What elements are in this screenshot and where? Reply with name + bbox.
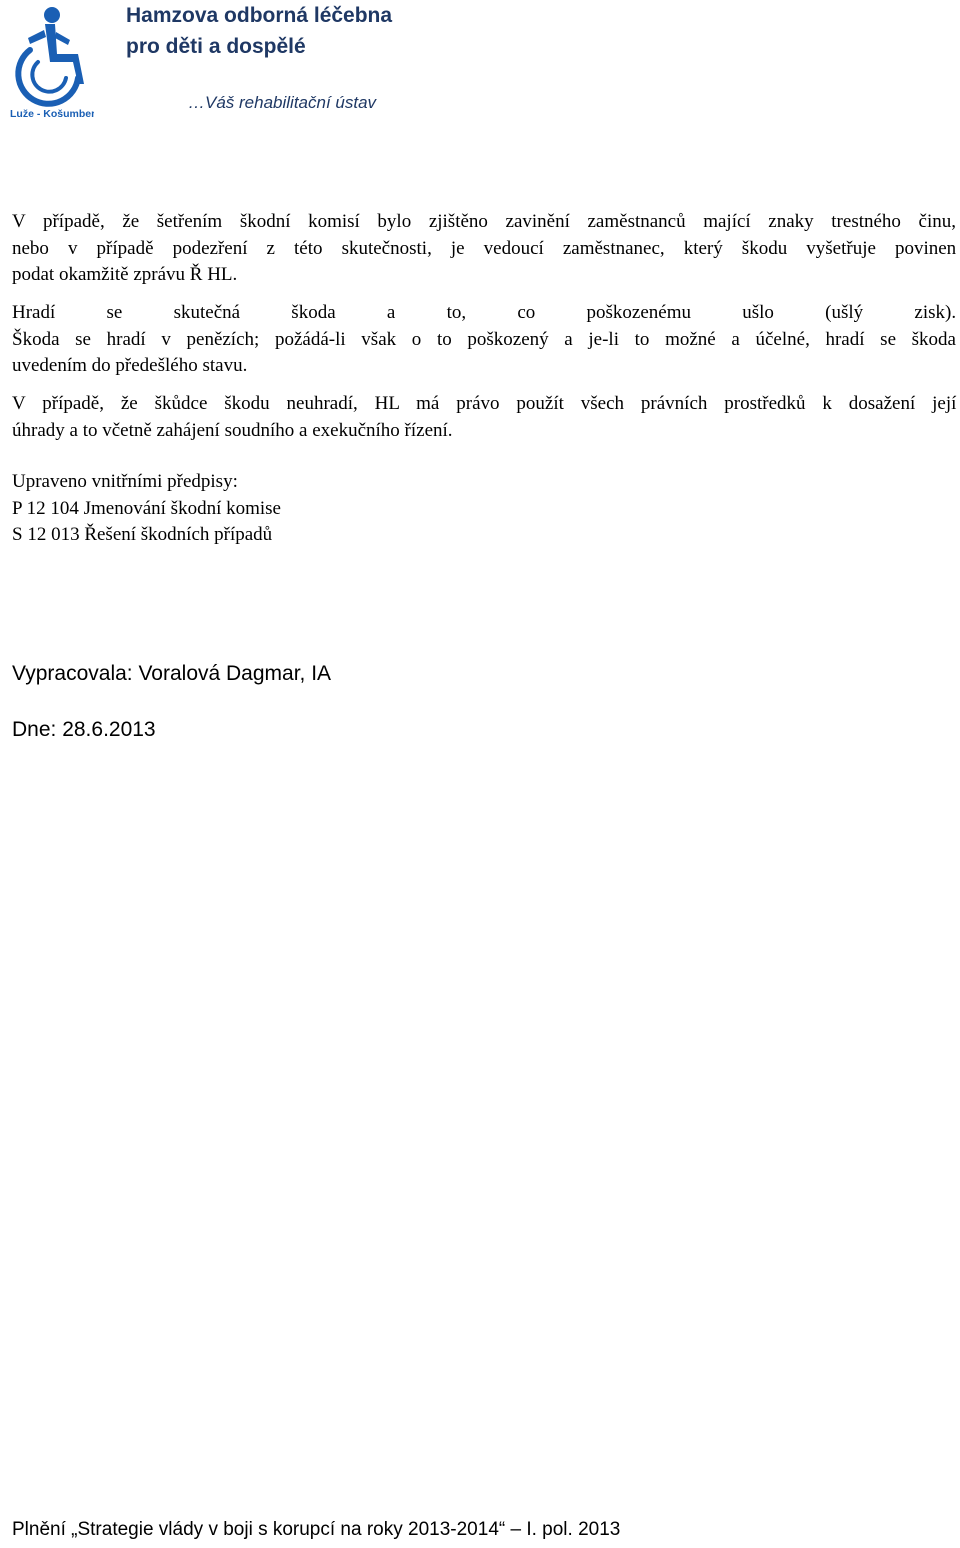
paragraph-compensation [12,300,956,380]
regulation-item: P 12 104 Jmenování škodní komise [12,497,281,519]
paragraph-legal-action [12,391,956,444]
paragraph-line: nebo v případě podezření z této skutečnosti, je vedoucí zaměstnanec, který škodu vyšetřuje povinen [12,237,957,259]
logo [8,4,94,122]
regulation-item: S 12 013 Řešení škodních případů [12,524,273,545]
paragraph-line: V případě, že škůdce škodu neuhradí, HL má právo použít všech právních prostředků k dosažení její [12,393,957,414]
document-date: Dne: 28.6.2013 [12,718,156,741]
paragraph-line: Škoda se hradí v penězích; požádá-li však o to poškozený a je-li to možné a účelné, hradí se škoda [12,328,956,350]
organization-name-line-2: pro děti a dospělé [126,35,306,58]
wheelchair-figure-icon [8,4,94,122]
paragraph-line: V případě, že šetřením škodní komisí bylo zjištěno zavinění zaměstnanců mající znaky trestného činu, [12,211,956,232]
paragraph-line: uvedením do předešlého stavu. [12,355,248,376]
organization-name-line-1: Hamzova odborná léčebna [126,4,393,27]
prepared-by: Vypracovala: Voralová Dagmar, IA [12,662,332,685]
paragraph-line: Hradí se skutečná škoda a to, co poškozenému ušlo (ušlý zisk). [12,302,957,323]
paragraph-notification [12,209,956,289]
paragraph-line: úhrady a to včetně zahájení soudního a exekučního řízení. [12,419,453,441]
page-footer: Plnění „Strategie vlády v boji s korupcí na roky 2013-2014“ – I. pol. 2013 [12,1519,621,1540]
tagline: …Váš rehabilitační ústav [188,93,377,112]
regulations-heading: Upraveno vnitřními předpisy: [12,471,238,492]
logo-text: Luže - Košumberk [10,108,94,120]
organization-name [126,0,392,62]
paragraph-regulations [12,469,956,549]
paragraph-line: podat okamžitě zprávu Ř HL. [12,264,238,285]
